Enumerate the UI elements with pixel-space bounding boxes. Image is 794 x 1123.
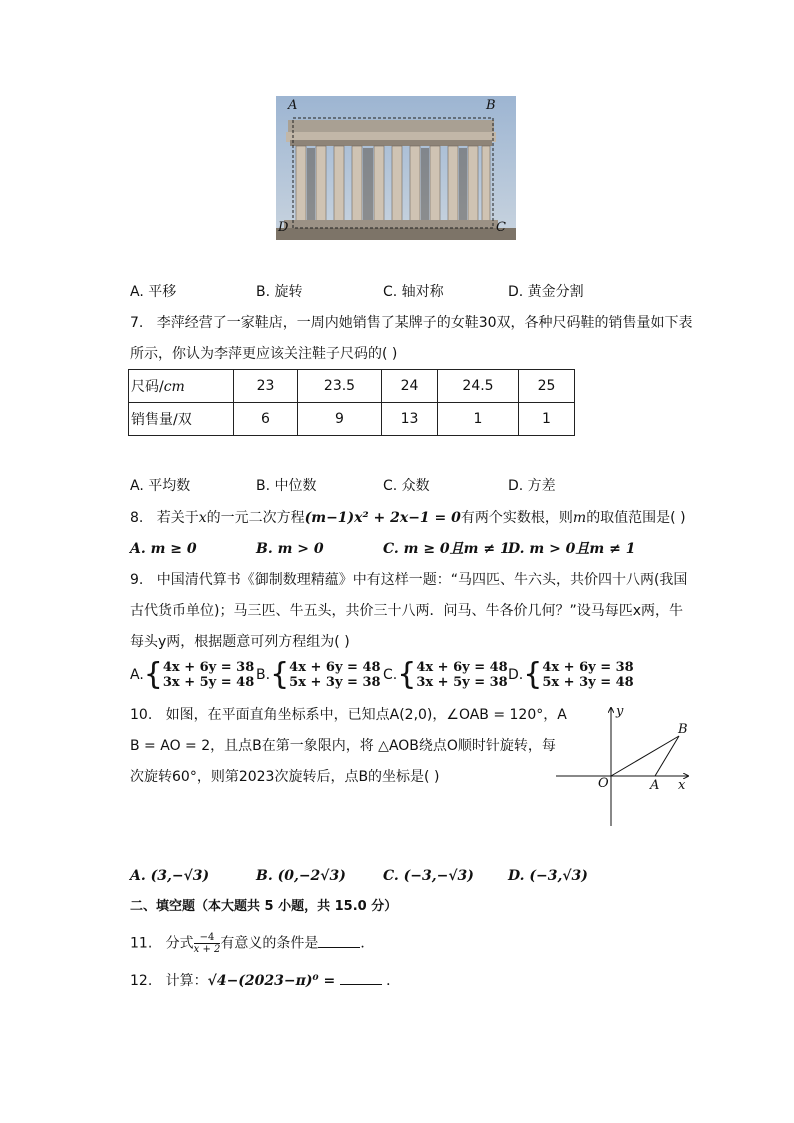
table-cell: 24 [382, 370, 438, 403]
q9-line-2: 古代货币单位)；马三匹、牛五头，共价三十八两．问马、牛各价几何？”设马每匹x两，牛 [130, 603, 683, 619]
table-cell: 23 [234, 370, 298, 403]
corner-label-d: D [278, 220, 289, 235]
figure-label-o: O [598, 776, 609, 791]
q8-option-d: D. m > 0且m ≠ 1 [508, 541, 636, 557]
q10-option-a: A. (3,−√3) [130, 868, 210, 884]
q6-option-a: A. 平移 [130, 284, 177, 300]
shoe-size-table [128, 369, 575, 436]
table-cell: 6 [234, 403, 298, 436]
q10-number: 10. [130, 707, 153, 723]
q10-line-2: B = AO = 2，且点B在第一象限内，将 △AOB绕点O顺时针旋转，每 [130, 738, 556, 754]
q12-expression: √4−(2023−π)⁰ = [207, 973, 336, 989]
corner-label-b: B [486, 98, 496, 113]
q8-number: 8. [130, 510, 144, 526]
section-heading-fill-in: 二、填空题（本大题共 5 小题，共 15.0 分） [130, 899, 398, 914]
q7-text-1: 李萍经营了一家鞋店，一周内她销售了某牌子的女鞋30双，各种尺码鞋的销售量如下表 [156, 315, 693, 331]
table-header-sales: 销售量/双 [129, 403, 234, 436]
figure-label-b: B [678, 722, 688, 737]
q9-option-c: C.{4x + 6y = 48 3x + 5y = 38 [383, 657, 508, 692]
corner-label-a: A [288, 98, 298, 113]
figure-label-x: x [678, 778, 686, 793]
q6-option-c: C. 轴对称 [383, 284, 444, 300]
q8-option-c: C. m ≥ 0且m ≠ 1 [383, 541, 510, 557]
table-cell: 24.5 [438, 370, 519, 403]
q12-line: 12. 计算：√4−(2023−π)⁰ = ． [130, 970, 400, 991]
table-header-size: 尺码/cm [129, 370, 234, 403]
q9-line-1: 9. 中国清代算书《御制数理精蕴》中有这样一题：“马四匹、牛六头，共价四十八两(我国 [130, 572, 688, 588]
q9-line-3: 每头y两，根据题意可列方程组为( ) [130, 634, 350, 650]
table-cell: 23.5 [298, 370, 382, 403]
q9-option-b: B.{4x + 6y = 48 5x + 3y = 38 [256, 657, 381, 692]
q10-option-b: B. (0,−2√3) [256, 868, 346, 884]
q11-answer-blank [318, 933, 360, 948]
q7-text-2: 所示，你认为李萍更应该关注鞋子尺码的( ) [130, 346, 398, 362]
q10-option-c: C. (−3,−√3) [383, 868, 474, 884]
q10-coordinate-figure [552, 702, 697, 830]
q10-line-1: 10. 如图，在平面直角坐标系中，已知点A(2,0)，∠OAB = 120°，A [130, 707, 567, 723]
q12-number: 12. [130, 973, 153, 989]
q8-option-b: B. m > 0 [256, 541, 324, 557]
temple-photo [276, 96, 516, 240]
q7-line-1 [130, 313, 693, 333]
q7-option-c: C. 众数 [383, 478, 430, 494]
q7-option-b: B. 中位数 [256, 478, 317, 494]
table-row [129, 403, 575, 436]
q11-line: 11. 分式 $\frac{-4}{x + 2}$ 有意义的条件是 ． [130, 932, 375, 955]
q7-number: 7. [130, 315, 144, 331]
q9-option-d: D.{4x + 6y = 38 5x + 3y = 48 [508, 657, 634, 692]
temple-photo-svg [276, 96, 516, 240]
q8-equation: (m−1)x² + 2x−1 = 0 [304, 510, 461, 526]
table-cell: 13 [382, 403, 438, 436]
q6-option-d: D. 黄金分割 [508, 284, 584, 300]
q12-answer-blank [340, 970, 382, 985]
table-cell: 1 [438, 403, 519, 436]
q10-line-3: 次旋转60°，则第2023次旋转后，点B的坐标是( ) [130, 769, 440, 785]
table-cell: 25 [519, 370, 575, 403]
q11-number: 11. [130, 935, 153, 952]
figure-label-a: A [650, 778, 660, 793]
table-row [129, 370, 575, 403]
q6-option-b: B. 旋转 [256, 284, 303, 300]
q10-option-d: D. (−3,√3) [508, 868, 588, 884]
q8-option-a: A. m ≥ 0 [130, 541, 197, 557]
table-cell: 9 [298, 403, 382, 436]
q9-number: 9. [130, 572, 144, 588]
q7-option-d: D. 方差 [508, 478, 556, 494]
q10-figure-svg [552, 702, 697, 830]
q11-fraction: $\frac{-4}{x + 2}$ [193, 932, 221, 955]
q7-option-a: A. 平均数 [130, 478, 191, 494]
corner-label-c: C [496, 220, 506, 235]
q7-line-2 [130, 344, 397, 364]
q9-option-a: A.{4x + 6y = 38 3x + 5y = 48 [130, 657, 255, 692]
figure-label-y: y [616, 704, 624, 719]
q8-line: 8. 若关于x的一元二次方程(m−1)x² + 2x−1 = 0有两个实数根，则m的取值范围是( ) [130, 510, 686, 526]
table-cell: 1 [519, 403, 575, 436]
